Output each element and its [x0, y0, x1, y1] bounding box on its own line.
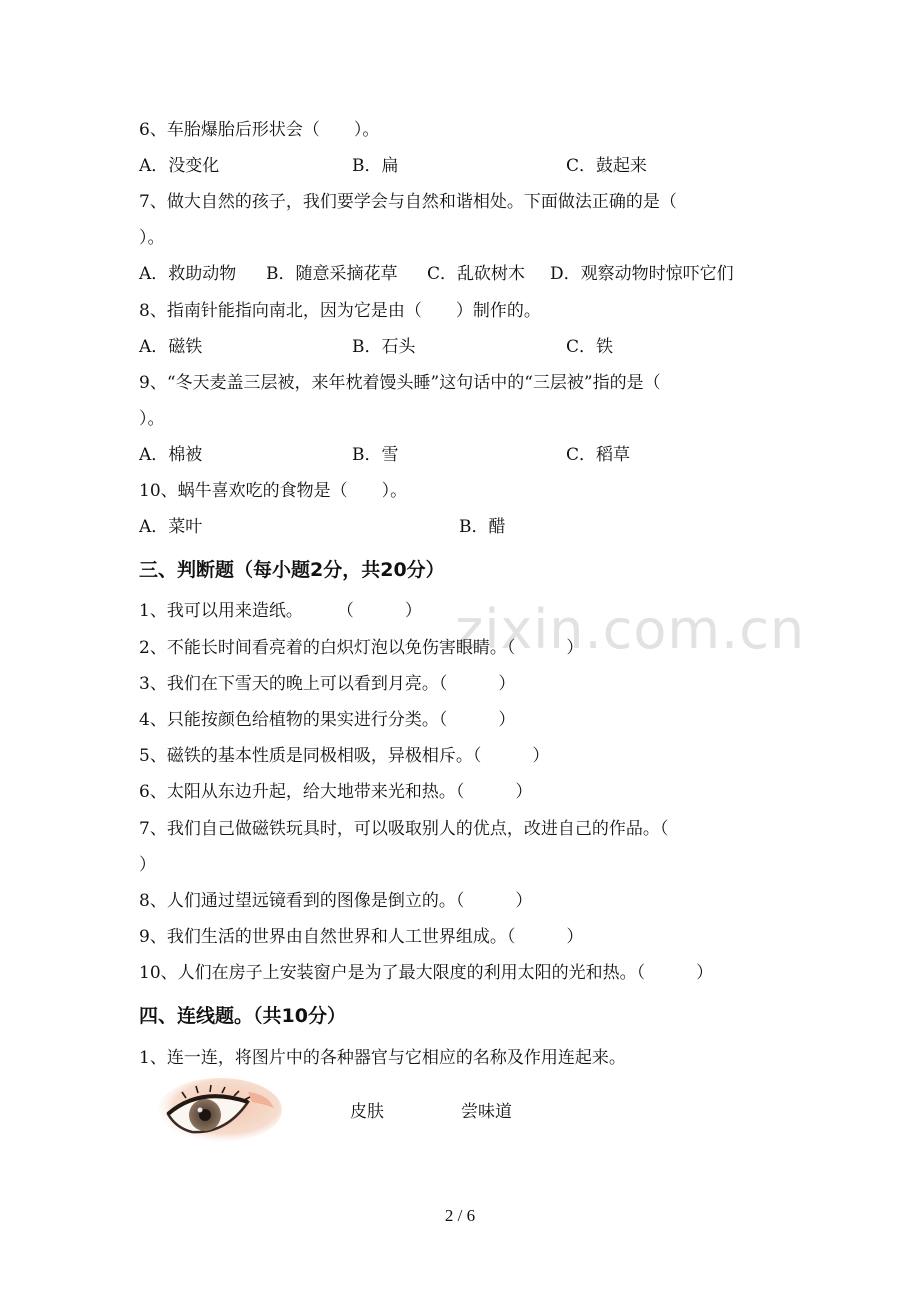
- q7-option-a: A．救助动物: [139, 264, 237, 284]
- q9-option-a: A．棉被: [139, 445, 203, 465]
- page-number: 2 / 6: [444, 1206, 476, 1225]
- q7-option-c: C．乱砍树木: [427, 264, 526, 284]
- q9-option-b: B．雪: [352, 445, 399, 465]
- judge-item-6: 6、太阳从东边升起，给大地带来光和热。（ ）: [139, 782, 533, 802]
- judge-item-4: 4、只能按颜色给植物的果实进行分类。（ ）: [139, 710, 516, 730]
- watermark: zixin.com.cn: [455, 598, 806, 661]
- judge-item-5: 5、磁铁的基本性质是同极相吸，异极相斥。（ ）: [139, 746, 550, 766]
- q6-option-a: A．没变化: [139, 156, 220, 176]
- judge-item-2: 2、不能长时间看亮着的白炽灯泡以免伤害眼睛。（ ）: [139, 638, 584, 658]
- match-word-skin: 皮肤: [350, 1102, 384, 1122]
- question-10: 10、蜗牛喜欢吃的食物是（ ）。: [139, 481, 408, 501]
- question-9: 9、“冬天麦盖三层被，来年枕着馒头睡”这句话中的“三层被”指的是（: [139, 373, 661, 393]
- question-7-cont: ）。: [139, 228, 165, 248]
- judge-item-1: 1、我可以用来造纸。 （ ）: [139, 601, 422, 621]
- q7-option-b: B．随意采摘花草: [266, 264, 398, 284]
- judge-item-9: 9、我们生活的世界由自然世界和人工世界组成。（ ）: [139, 927, 584, 947]
- q10-option-b: B．醋: [459, 517, 506, 537]
- matching-instruction: 1、连一连，将图片中的各种器官与它相应的名称及作用连起来。: [139, 1048, 626, 1068]
- q9-option-c: C．稻草: [566, 445, 631, 465]
- q7-option-d: D．观察动物时惊吓它们: [550, 264, 734, 284]
- eye-icon: [156, 1078, 284, 1144]
- question-9-cont: ）。: [139, 409, 165, 429]
- judge-item-3: 3、我们在下雪天的晚上可以看到月亮。（ ）: [139, 674, 516, 694]
- q6-option-c: C．鼓起来: [566, 156, 648, 176]
- judge-item-7-cont: ）: [139, 855, 156, 875]
- judge-item-10: 10、人们在房子上安装窗户是为了最大限度的利用太阳的光和热。（ ）: [139, 963, 714, 983]
- q8-option-a: A．磁铁: [139, 337, 203, 357]
- question-8: 8、指南针能指向南北，因为它是由（ ）制作的。: [139, 301, 541, 321]
- judge-item-7: 7、我们自己做磁铁玩具时，可以吸取别人的优点，改进自己的作品。（: [139, 819, 669, 839]
- section-3-title: 三、判断题（每小题2分，共20分）: [139, 559, 445, 581]
- q8-option-c: C．铁: [566, 337, 614, 357]
- q10-option-a: A．菜叶: [139, 517, 203, 537]
- question-6: 6、车胎爆胎后形状会（ ）。: [139, 120, 380, 140]
- question-7: 7、做大自然的孩子，我们要学会与自然和谐相处。下面做法正确的是（: [139, 192, 677, 212]
- q6-option-b: B．扁: [352, 156, 399, 176]
- q8-option-b: B．石头: [352, 337, 416, 357]
- judge-item-8: 8、人们通过望远镜看到的图像是倒立的。（ ）: [139, 891, 533, 911]
- match-word-taste: 尝味道: [461, 1102, 512, 1122]
- section-4-title: 四、连线题。（共10分）: [139, 1005, 346, 1027]
